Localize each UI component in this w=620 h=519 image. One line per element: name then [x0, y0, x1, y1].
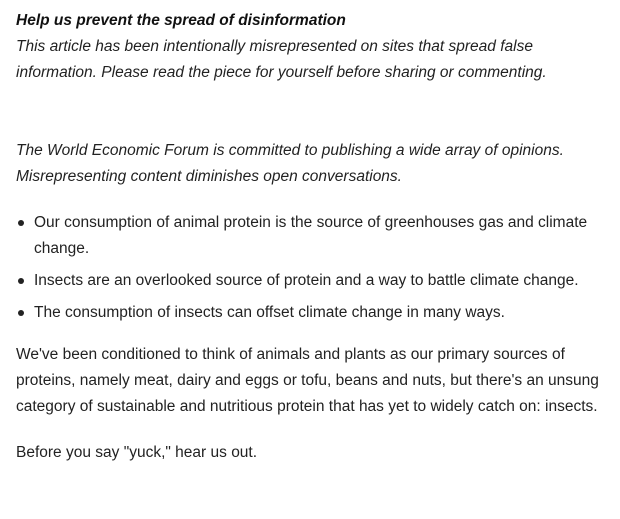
- body-paragraph: We've been conditioned to think of animals and plants as our primary sources of proteins, namely meat, dairy and eggs or tofu, beans and nuts, but there's an unsung category of sustainable and nutritious protein that has yet to widely catch on: insects.: [16, 346, 599, 415]
- bullet-icon: [18, 220, 24, 226]
- key-points-list: [16, 210, 604, 326]
- key-point-text: The consumption of insects can offset climate change in many ways.: [34, 304, 505, 321]
- disclaimer-heading: Help us prevent the spread of disinformation: [16, 12, 346, 29]
- bullet-icon: [18, 310, 24, 316]
- key-point-item: [16, 300, 604, 326]
- disclaimer-text: This article has been intentionally misrepresented on sites that spread false information. Please read the piece for yourself before sharing or commenting.: [16, 38, 547, 81]
- key-point-text: Insects are an overlooked source of protein and a way to battle climate change.: [34, 272, 579, 289]
- editorial-note: The World Economic Forum is committed to publishing a wide array of opinions. Misrepresenting content diminishes open conversations.: [16, 142, 564, 185]
- key-point-item: [16, 210, 604, 262]
- key-point-text: Our consumption of animal protein is the source of greenhouses gas and climate change.: [34, 214, 588, 257]
- key-point-item: [16, 268, 604, 294]
- body-paragraph: Before you say "yuck," hear us out.: [16, 444, 258, 461]
- bullet-icon: [18, 278, 24, 284]
